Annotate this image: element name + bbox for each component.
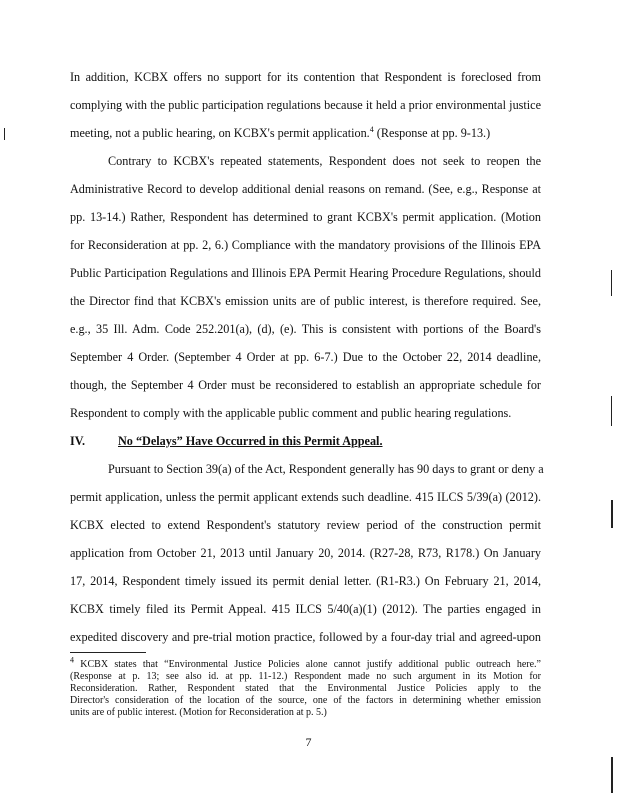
scan-margin-mark (611, 270, 612, 296)
body-line: September 4 Order. (September 4 Order at pp. 6-7.) Due to the October 22, 2014 deadline, (70, 350, 541, 364)
section-title: No “Delays” Have Occurred in this Permit Appeal. (118, 434, 383, 448)
body-line: KCBX timely filed its Permit Appeal. 415 ILCS 5/40(a)(1) (2012). The parties engaged in (70, 602, 541, 616)
body-text: (Response at pp. 9-13.) (373, 126, 491, 140)
footnote-marker: 4 (70, 655, 74, 665)
body-line: In addition, KCBX offers no support for its contention that Respondent is foreclosed from (70, 70, 541, 84)
footnote-line: units are of public interest. (Motion for Reconsideration at p. 5.) (70, 707, 327, 718)
body-line: permit application, unless the permit applicant extends such deadline. 415 ILCS 5/39(a) (2012). (70, 490, 541, 504)
body-line: 17, 2014, Respondent timely issued its permit denial letter. (R1-R3.) On February 21, 2014, (70, 574, 541, 588)
body-line: pp. 13-14.) Rather, Respondent has determined to grant KCBX's permit application. (Motion (70, 210, 541, 224)
footnote-line (70, 655, 541, 671)
footnote-line: Director's consideration of the location of the source, one of the factors in determining whether emission (70, 695, 541, 706)
scan-margin-mark (611, 500, 613, 528)
body-line (70, 126, 541, 140)
body-line: though, the September 4 Order must be reconsidered to establish an appropriate schedule for (70, 378, 541, 392)
scan-margin-mark (611, 757, 613, 793)
body-line: Pursuant to Section 39(a) of the Act, Respondent generally has 90 days to grant or deny a (108, 462, 544, 476)
body-line: Contrary to KCBX's repeated statements, Respondent does not seek to reopen the (108, 154, 541, 168)
page-number: 7 (305, 735, 312, 749)
body-line: for Reconsideration at pp. 2, 6.) Compliance with the mandatory provisions of the Illinois EPA (70, 238, 541, 252)
scan-margin-mark (611, 396, 612, 426)
body-line: complying with the public participation regulations because it held a prior environmental justice (70, 98, 541, 112)
body-line: application from October 21, 2013 until January 20, 2014. (R27-28, R73, R178.) On January (70, 546, 541, 560)
footnote-text: KCBX states that “Environmental Justice Policies alone cannot justify additional public outreach here.” (74, 659, 541, 670)
body-line: Respondent to comply with the applicable public comment and public hearing regulations. (70, 406, 512, 420)
footnote-line: Reconsideration. Rather, Respondent stated that the Environmental Justice Policies apply to the (70, 683, 541, 694)
body-line: Administrative Record to develop additional denial reasons on remand. (See, e.g., Response at (70, 182, 541, 196)
body-line: e.g., 35 Ill. Adm. Code 252.201(a), (d), (e). This is consistent with portions of the Board's (70, 322, 541, 336)
scan-margin-mark (4, 128, 5, 140)
footnote-separator (70, 652, 146, 653)
body-text: meeting, not a public hearing, on KCBX's permit application. (70, 126, 370, 140)
footnote-reference: 4 (369, 124, 374, 134)
section-number: IV. (70, 434, 86, 448)
section-heading (70, 434, 541, 448)
body-line: KCBX elected to extend Respondent's statutory review period of the construction permit (70, 518, 541, 532)
body-line: the Director find that KCBX's emission units are of public interest, is therefore required. See, (70, 294, 541, 308)
footnote-line: (Response at p. 13; see also id. at pp. 11-12.) Respondent made no such argument in its Motion for (70, 671, 541, 682)
body-line: expedited discovery and pre-trial motion practice, followed by a four-day trial and agreed-upon (70, 630, 541, 644)
body-line: Public Participation Regulations and Illinois EPA Permit Hearing Procedure Regulations, should (70, 266, 541, 280)
